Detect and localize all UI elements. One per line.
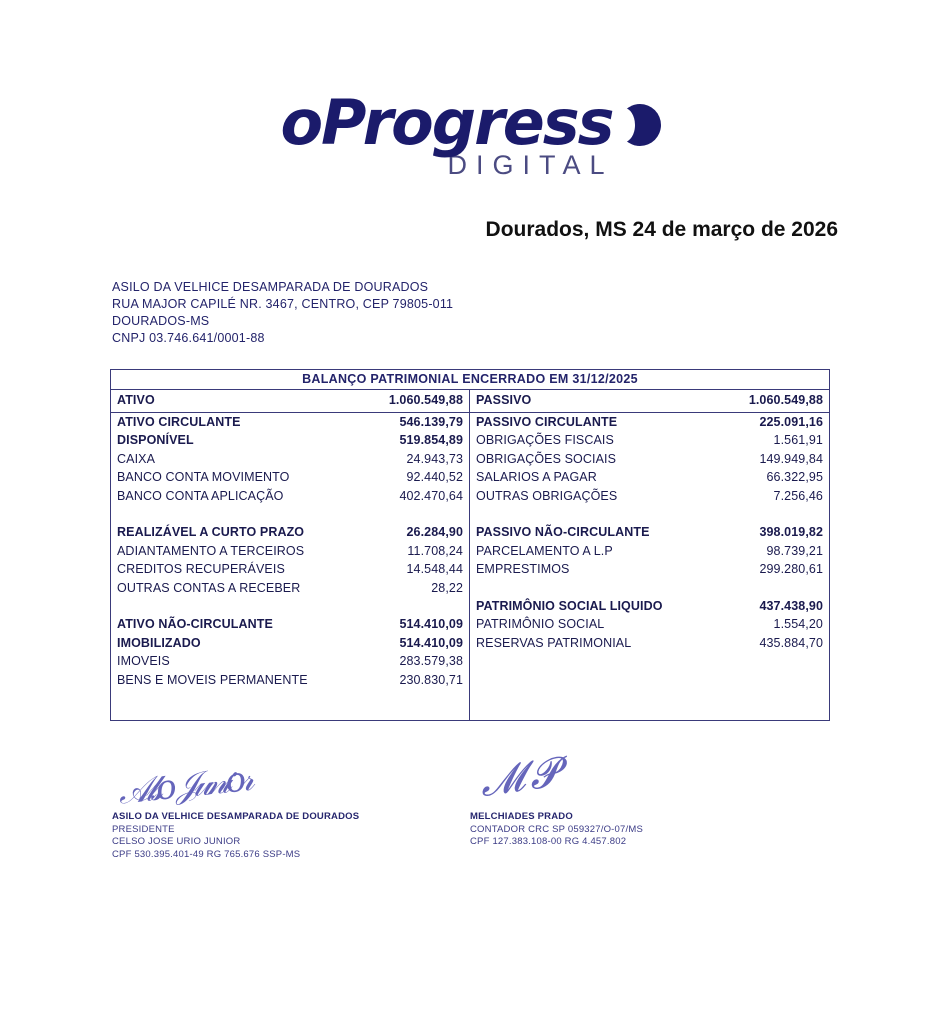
assets-row-value: 14.548,44 <box>406 562 463 576</box>
table-row <box>117 523 463 542</box>
balance-sheet-table <box>110 369 830 721</box>
liabilities-column <box>470 390 829 720</box>
assets-row-value: 26.284,90 <box>406 525 463 539</box>
assets-row-label: BANCO CONTA APLICAÇÃO <box>117 488 284 503</box>
brand-logo <box>0 86 941 181</box>
liabilities-row-label: OBRIGAÇÕES SOCIAIS <box>476 451 617 466</box>
table-row <box>117 431 463 450</box>
liabilities-header-value: 1.060.549,88 <box>748 393 823 407</box>
assets-row-label: ATIVO CIRCULANTE <box>117 414 241 429</box>
liabilities-row-value: 1.554,20 <box>773 617 823 631</box>
table-row <box>476 634 823 653</box>
entity-address: RUA MAJOR CAPILÉ NR. 3467, CENTRO, CEP 79805-011 <box>112 297 454 311</box>
liabilities-row-label: PATRIMÔNIO SOCIAL LIQUIDO <box>476 598 663 613</box>
table-row <box>476 413 823 432</box>
assets-column <box>111 390 470 720</box>
logo-wordmark <box>280 86 660 159</box>
assets-row-label: ADIANTAMENTO A TERCEIROS <box>117 543 305 558</box>
liabilities-row-label: OBRIGAÇÕES FISCAIS <box>476 433 614 447</box>
signature-right-person: CPF 127.383.108-00 RG 4.457.802 <box>470 836 627 847</box>
assets-row-value: 519.854,89 <box>399 433 463 447</box>
assets-row-value: 514.410,09 <box>399 617 463 631</box>
entity-name: ASILO DA VELHICE DESAMPARADA DE DOURADOS <box>112 280 429 294</box>
liabilities-row-value: 437.438,90 <box>759 598 823 613</box>
table-row <box>117 671 463 690</box>
assets-row-label: BENS E MOVEIS PERMANENTE <box>117 672 308 687</box>
table-row <box>476 450 823 469</box>
entity-block <box>112 279 453 347</box>
liabilities-row-value: 149.949,84 <box>759 451 823 466</box>
signature-mark-left: 𝒜𝓁𝓈𝑜 𝒥𝓊𝓃𝒾𝑜𝓇 <box>116 759 251 813</box>
liabilities-header <box>470 390 829 413</box>
table-row <box>117 468 463 487</box>
assets-header-value: 1.060.549,88 <box>388 393 463 407</box>
signature-left-role: PRESIDENTE <box>112 823 175 835</box>
assets-header-label: ATIVO <box>117 393 155 407</box>
table-row <box>476 597 823 616</box>
assets-row-value: 514.410,09 <box>399 635 463 650</box>
signature-block-left <box>112 811 359 861</box>
table-row <box>117 634 463 653</box>
logo-text: oProgress <box>280 86 613 159</box>
assets-row-label: OUTRAS CONTAS A RECEBER <box>117 580 301 595</box>
assets-row-label: DISPONÍVEL <box>117 433 194 447</box>
liabilities-row-label: PATRIMÔNIO SOCIAL <box>476 617 605 631</box>
assets-row-label: IMOBILIZADO <box>117 635 201 650</box>
assets-row-value: 11.708,24 <box>407 543 463 558</box>
signature-left-person: CELSO JOSE URIO JUNIOR <box>112 836 241 847</box>
table-row <box>117 542 463 561</box>
row-spacer <box>117 597 463 615</box>
liabilities-row-value: 435.884,70 <box>759 635 823 650</box>
liabilities-row-value: 98.739,21 <box>766 543 823 558</box>
assets-row-value: 230.830,71 <box>399 672 463 687</box>
entity-cnpj: CNPJ 03.746.641/0001-88 <box>112 331 265 345</box>
liabilities-row-label: PASSIVO CIRCULANTE <box>476 414 618 429</box>
table-row <box>117 579 463 598</box>
entity-city: DOURADOS-MS <box>112 314 210 328</box>
liabilities-row-value: 7.256,46 <box>773 488 823 503</box>
liabilities-row-value: 66.322,95 <box>766 470 823 484</box>
assets-row-value: 92.440,52 <box>406 470 463 484</box>
signature-block-right <box>470 811 643 849</box>
signature-mark-right: 𝓜 𝓟 <box>477 750 558 806</box>
assets-row-value: 24.943,73 <box>406 451 463 466</box>
assets-row-label: IMOVEIS <box>117 654 170 668</box>
table-row <box>476 542 823 561</box>
table-row <box>117 652 463 671</box>
document-date: Dourados, MS 24 de março de 2026 <box>485 218 838 241</box>
table-row <box>476 468 823 487</box>
table-row <box>476 560 823 579</box>
signature-right-name: MELCHIADES PRADO <box>470 811 573 822</box>
assets-row-value: 28,22 <box>431 580 463 595</box>
globe-icon <box>615 104 661 150</box>
assets-row-value: 402.470,64 <box>399 488 463 503</box>
liabilities-row-value: 1.561,91 <box>773 433 823 447</box>
row-spacer <box>476 579 823 597</box>
liabilities-row-value: 299.280,61 <box>759 562 823 576</box>
assets-row-value: 283.579,38 <box>399 654 463 668</box>
table-row <box>117 413 463 432</box>
signature-left-docs: CPF 530.395.401-49 RG 765.676 SSP-MS <box>112 848 301 860</box>
logo-subtitle: DIGITAL <box>447 150 614 180</box>
row-spacer <box>117 505 463 523</box>
balance-sheet-title: BALANÇO PATRIMONIAL ENCERRADO EM 31/12/2025 <box>111 370 829 390</box>
table-row <box>476 487 823 506</box>
assets-row-label: CAIXA <box>117 451 156 466</box>
assets-row-label: REALIZÁVEL A CURTO PRAZO <box>117 525 305 539</box>
liabilities-row-label: PARCELAMENTO A L.P <box>476 543 613 558</box>
table-row <box>476 615 823 634</box>
liabilities-row-label: SALARIOS A PAGAR <box>476 470 597 484</box>
row-spacer <box>476 505 823 523</box>
signature-left-name: ASILO DA VELHICE DESAMPARADA DE DOURADOS <box>112 811 360 822</box>
assets-row-value: 546.139,79 <box>399 414 463 429</box>
table-row <box>117 450 463 469</box>
liabilities-row-label: RESERVAS PATRIMONIAL <box>476 635 632 650</box>
assets-row-label: ATIVO NÃO-CIRCULANTE <box>117 617 273 631</box>
table-row <box>117 487 463 506</box>
assets-row-label: BANCO CONTA MOVIMENTO <box>117 470 290 484</box>
liabilities-row-value: 398.019,82 <box>759 525 823 539</box>
liabilities-header-label: PASSIVO <box>476 393 532 407</box>
table-row <box>476 431 823 450</box>
signature-right-role: CONTADOR CRC SP 059327/O-07/MS <box>470 823 644 835</box>
liabilities-row-label: PASSIVO NÃO-CIRCULANTE <box>476 525 650 539</box>
liabilities-row-label: OUTRAS OBRIGAÇÕES <box>476 488 618 503</box>
table-row <box>117 615 463 634</box>
liabilities-row-label: EMPRESTIMOS <box>476 562 570 576</box>
table-row <box>117 560 463 579</box>
liabilities-row-value: 225.091,16 <box>759 414 823 429</box>
assets-header <box>111 390 469 413</box>
table-row <box>476 523 823 542</box>
assets-row-label: CREDITOS RECUPERÁVEIS <box>117 562 285 576</box>
